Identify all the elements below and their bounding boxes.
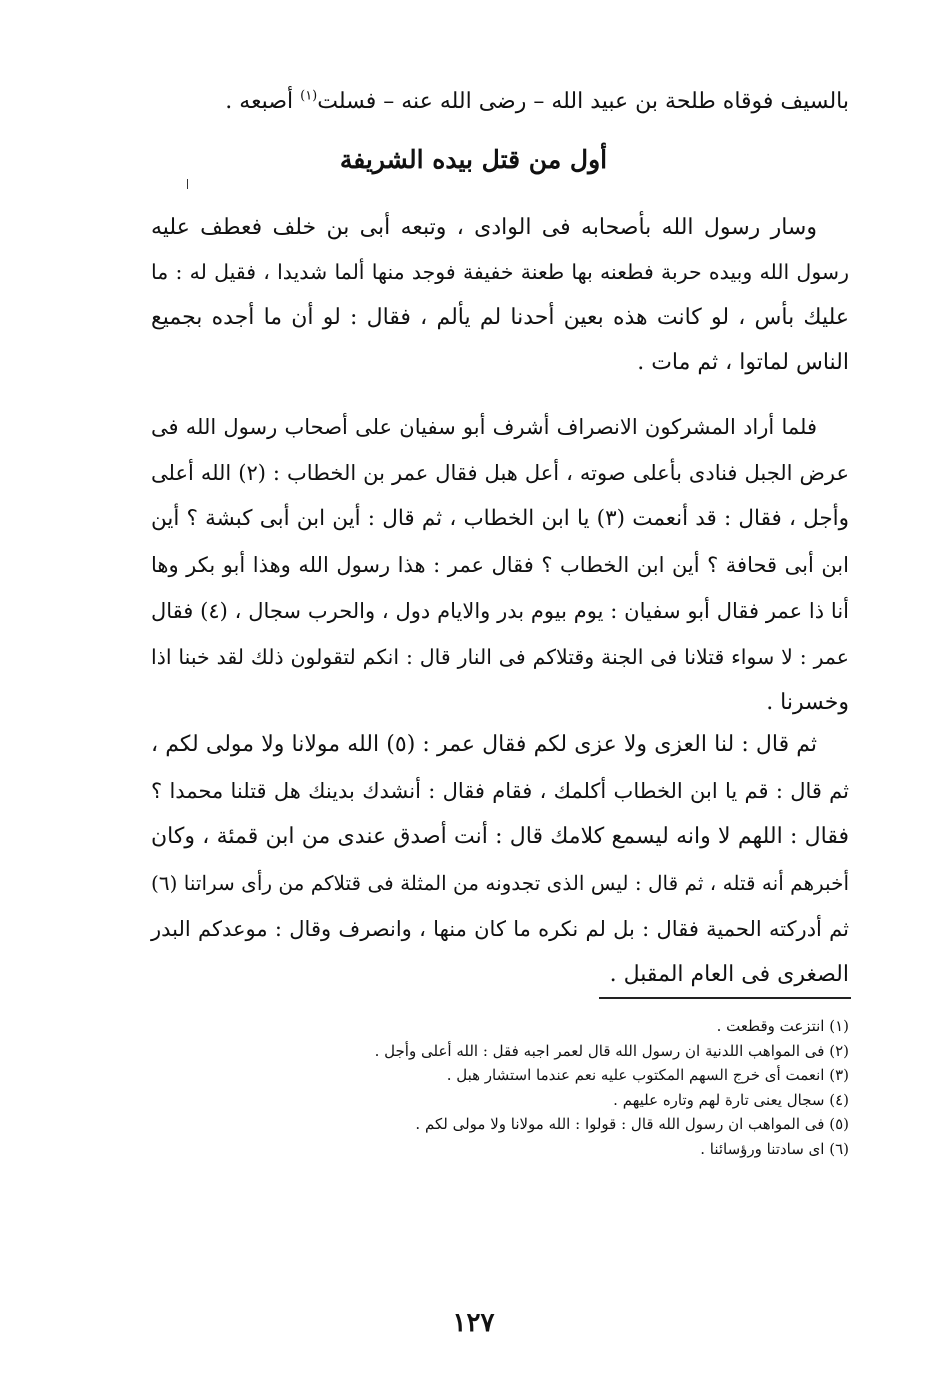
- paragraph-1: [151, 205, 849, 385]
- text-line: فلما أراد المشركون الانصراف أشرف أبو سفيان على أصحاب رسول الله فى: [151, 415, 817, 439]
- footnote-5: (٥) فى المواهب ان رسول الله قال : قولوا : الله مولانا ولا مولى لكم .: [415, 1115, 849, 1133]
- text-line: فقال : اللهم لا وانه ليسمع كلامك قال : أنت أصدق عندى من ابن قمئة ، وكان: [151, 824, 849, 849]
- text-line: أنا ذا عمر فقال أبو سفيان : يوم بيوم بدر والايام دول ، والحرب سجال ، (٤) فقال: [151, 599, 849, 623]
- paragraph-3: [151, 722, 849, 998]
- text-line: ثم أدركته الحمية فقال : بل لم نكره ما كان منها ، وانصرف وقال : موعدكم البدر: [151, 917, 849, 941]
- footnote-3: (٣) انعمت أى خرج السهم المكتوب عليه نعم عندما استشار هبل .: [446, 1066, 849, 1084]
- text-line: عرض الجبل فنادى بأعلى صوته ، أعل هبل فقال عمر بن الخطاب : (٢) الله أعلى: [151, 461, 849, 485]
- text-line: عمر : لا سواء قتلانا فى الجنة وقتلاكم فى النار قال : انكم لتقولون ذلك لقد خبنا اذا: [151, 645, 849, 669]
- paragraph-2: [151, 404, 849, 726]
- page-number: ١٢٧: [452, 1308, 495, 1338]
- text-line: ثم قال : قم يا ابن الخطاب أكلمك ، فقام فقال : أنشدك بدينك هل قتلنا محمدا ؟: [151, 779, 849, 803]
- footnote-2: (٢) فى المواهب اللدنية ان رسول الله قال لعمر اجبه فقل : الله أعلى وأجل .: [374, 1041, 849, 1060]
- text-line: الصغرى فى العام المقبل .: [609, 962, 849, 987]
- text-line: أخبرهم أنه قتله ، ثم قال : ليس الذى تجدونه من المثلة فى قتلاكم من رأى سراتنا (٦): [151, 871, 849, 895]
- footnotes-list: [149, 1014, 849, 1161]
- continuation-text: [151, 82, 849, 122]
- footnote-6: (٦) اى سادتنا ورؤسائنا .: [700, 1139, 849, 1158]
- footnote-1: (١) انتزعت وقطعت .: [716, 1017, 849, 1035]
- text-line: وأجل ، فقال : قد أنعمت (٣) يا ابن الخطاب ، ثم قال : أين ابن أبى كبشة ؟ أين: [151, 506, 849, 531]
- text-line: رسول الله وبيده حربة فطعنه بها طعنة خفيفة فوجد منها ألما شديدا ، فقيل له : ما: [151, 260, 849, 284]
- print-mark: [187, 179, 188, 189]
- text-line: ثم قال : لنا العزى ولا عزى لكم فقال عمر : (٥) الله مولانا ولا مولى لكم ،: [151, 732, 817, 757]
- text-line: ابن أبى قحافة ؟ أين ابن الخطاب ؟ فقال عمر : هذا رسول الله وهذا أبو بكر وها: [151, 553, 849, 577]
- text-line: وخسرنا .: [766, 690, 849, 715]
- text-line: عليك بأس ، لو كانت هذه بعين أحدنا لم يألم ، فقال : لو أن ما أجده بجميع: [151, 305, 849, 330]
- section-heading: أول من قتل بيده الشريفة: [339, 145, 608, 174]
- footnote-4: (٤) سجال يعنى تارة لهم وتاره عليهم .: [613, 1090, 849, 1109]
- text-line: الناس لماتوا ، ثم مات .: [637, 350, 849, 375]
- text-line: بالسيف فوقاه طلحة بن عبيد الله – رضى الله عنه – فسلت$^{(١)}$ أصبعه .: [225, 88, 849, 114]
- text-line: وسار رسول الله بأصحابه فى الوادى ، وتبعه أبى بن خلف فعطف عليه: [151, 215, 817, 240]
- footnote-separator: [599, 997, 851, 999]
- footnote-ref[interactable]: (١): [300, 88, 318, 104]
